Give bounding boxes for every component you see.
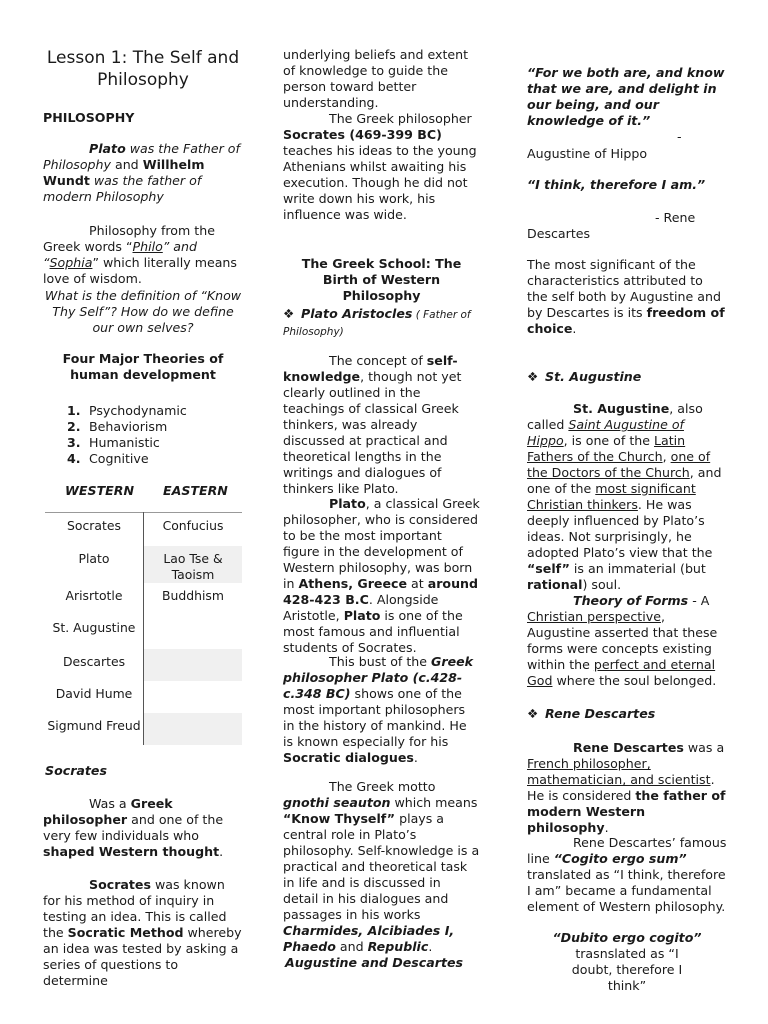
philosophers-table bbox=[45, 512, 242, 745]
st-augustine-paragraph: St. Augustine, also called Saint Augustine of Hippo, is one of the Latin Fathers of the Church, one of the Doctors of the Church, and one of the most significant Christian thinkers. He was deeply influenced by Plato’s ideas. Not surprisingly, he adopted Plato’s view that the “self” is an immaterial (but rational) soul. bbox=[527, 401, 722, 592]
freedom-paragraph: The most significant of the characteristics attributed to the self both by Augustine and by Descartes is its freedom of choice. bbox=[527, 257, 725, 336]
list-item: 2. Behaviorism bbox=[67, 419, 168, 434]
plato-bullet: ❖ Plato Aristocles ( Father of Philosophy) bbox=[283, 306, 471, 338]
table-row: Sigmund Freud bbox=[45, 713, 242, 745]
dubito-quote: “Dubito ergo cogito” trasnslated as “I doubt, therefore I think” bbox=[552, 930, 702, 993]
eastern-header: EASTERN bbox=[163, 483, 228, 498]
table-row: Descartes bbox=[45, 649, 242, 681]
theories-list bbox=[67, 403, 187, 467]
plato-paragraph: Plato, a classical Greek philosopher, who is considered to be the most important figure in the development of Western philosophy, was born in Athens, Greece at around 428-423 B.C. Alongside Aristotle, Plato is one of the most famous and influential students of Socrates. bbox=[283, 496, 480, 655]
socrates-heading: Socrates bbox=[45, 763, 107, 778]
quote-dash: - bbox=[677, 129, 682, 144]
philosophy-paragraph-1: Plato was the Father of Philosophy and Willhelm Wundt was the father of modern Philosophy bbox=[43, 141, 240, 204]
list-item: 4. Cognitive bbox=[67, 451, 149, 466]
table-row: Socrates Confucius bbox=[45, 513, 242, 546]
diamond-bullet-icon: ❖ bbox=[527, 706, 539, 721]
socrates-paragraph-2: Socrates was known for his method of inquiry in testing an idea. This is called the Socratic Method whereby an idea was tested by asking a series of questions to determine bbox=[43, 877, 242, 988]
western-header: WESTERN bbox=[65, 483, 134, 498]
list-item: 1. Psychodynamic bbox=[67, 403, 187, 418]
augustine-quote: “For we both are, and know that we are, and delight in our being, and our knowledge of it.” bbox=[527, 65, 725, 128]
augustine-descartes-heading: Augustine and Descartes bbox=[285, 955, 464, 970]
descartes-quote: “I think, therefore I am.” bbox=[527, 177, 706, 192]
theory-of-forms-paragraph: Theory of Forms - A Christian perspective, Augustine asserted that these forms were concepts existing within the perfect and eternal God where the soul belonged. bbox=[527, 593, 718, 688]
list-item: 3. Humanistic bbox=[67, 435, 160, 450]
socrates-paragraph-1: Was a Greek philosopher and one of the very few individuals who shaped Western thought. bbox=[43, 796, 224, 859]
socrates-paragraph-3: The Greek philosopher Socrates (469-399 BC) teaches his ideas to the young Athenians whilst awaiting his execution. Though he did not write down his work, his influence was wide. bbox=[283, 111, 477, 222]
self-knowledge-paragraph: The concept of self-knowledge, though not yet clearly outlined in the teachings of classical Greek thinkers, was already discussed at practical and theoretical lengths in the writings and dialogues of thinkers like Plato. bbox=[283, 353, 462, 496]
rene-descartes-bullet: ❖ Rene Descartes bbox=[527, 706, 656, 721]
theories-heading: Four Major Theories of human development bbox=[62, 351, 224, 382]
know-thyself-paragraph: The Greek motto gnothi seauton which means “Know Thyself” plays a central role in Plato’s philosophy. Self-knowledge is a practical and theoretical task in life and is discussed in detail in his dialogues and passages in his works Charmides, Alcibiades I, Phaedo and Republic. bbox=[283, 779, 480, 954]
philosophy-heading: PHILOSOPHY bbox=[43, 110, 135, 125]
st-augustine-bullet: ❖ St. Augustine bbox=[527, 369, 642, 384]
descartes-attribution-b: Descartes bbox=[527, 226, 591, 241]
diamond-bullet-icon: ❖ bbox=[283, 306, 295, 321]
augustine-attribution: Augustine of Hippo bbox=[527, 146, 648, 161]
table-row: Plato Lao Tse & Taoism bbox=[45, 546, 242, 583]
greek-school-heading: The Greek School: The Birth of Western Philosophy bbox=[301, 256, 462, 303]
lesson-title: Lesson 1: The Self and Philosophy bbox=[46, 48, 240, 90]
know-thy-self-question: What is the definition of “Know Thy Self”? How do we define our own selves? bbox=[44, 288, 242, 335]
table-row: Arisrtotle Buddhism bbox=[45, 583, 242, 615]
socrates-continued: underlying beliefs and extent of knowledge to guide the person toward better understanding. bbox=[283, 47, 469, 110]
plato-bust-paragraph: This bust of the Greek philosopher Plato (c.428-c.348 BC) shows one of the most important philosophers in the history of mankind. He is known especially for his Socratic dialogues. bbox=[283, 654, 474, 765]
diamond-bullet-icon: ❖ bbox=[527, 369, 539, 384]
descartes-paragraph-2: Rene Descartes’ famous line “Cogito ergo sum” translated as “I think, therefore I am” became a fundamental element of Western philosophy. bbox=[527, 835, 727, 914]
descartes-paragraph-1: Rene Descartes was a French philosopher, mathematician, and scientist. He is considered the father of modern Western philosophy. bbox=[527, 740, 726, 835]
philosophy-paragraph-2: Philosophy from the Greek words “Philo” and “Sophia” which literally means love of wisdom. bbox=[43, 223, 237, 286]
table-row: St. Augustine bbox=[45, 615, 242, 649]
table-row: David Hume bbox=[45, 681, 242, 713]
descartes-attribution-a: - Rene bbox=[655, 210, 696, 225]
